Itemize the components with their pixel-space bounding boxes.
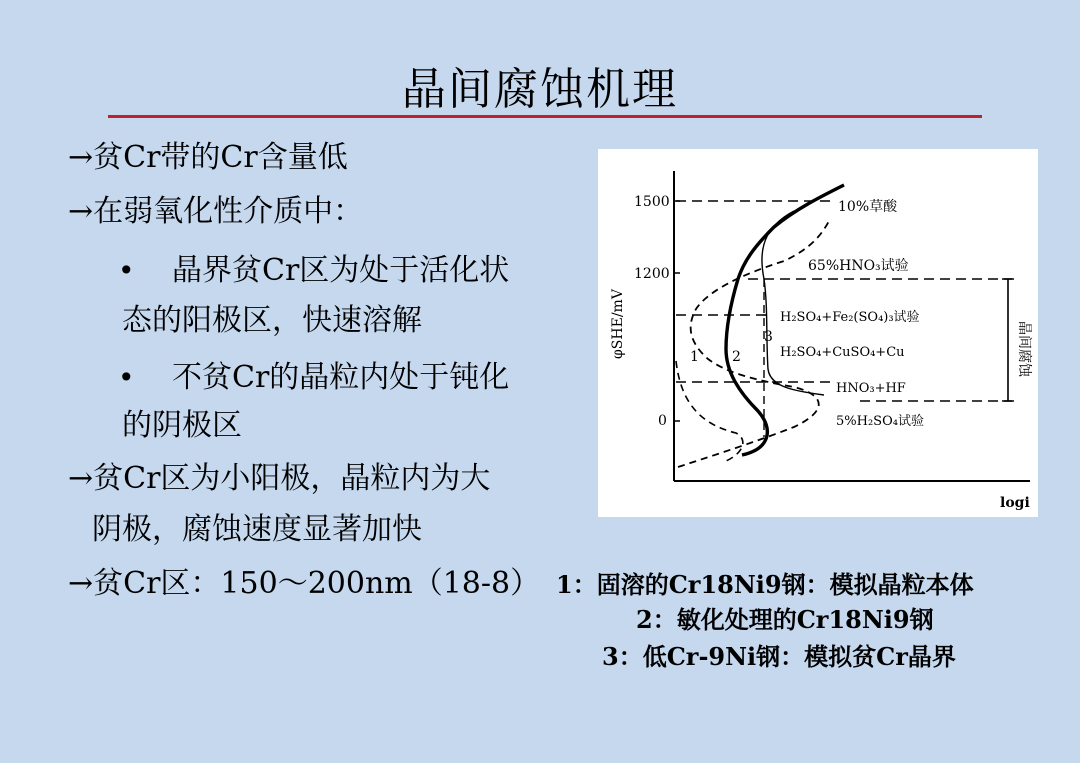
curve-3 (762, 211, 824, 395)
annotation-hno3: 65%HNO₃试验 (808, 258, 909, 274)
point-3-line-1: →贫Cr区为小阳极，晶粒内为大 (68, 461, 491, 496)
annotation-h2so4: 5%H₂SO₄试验 (836, 414, 924, 429)
annotation-h2so4-fe: H₂SO₄+Fe₂(SO₄)₃试验 (780, 310, 920, 325)
bullet-dot-1: • (118, 254, 135, 287)
polarization-diagram (598, 149, 1038, 517)
legend-item-2: 2：敏化处理的Cr18Ni9钢 (636, 605, 934, 634)
y-tick-label-1500: 1500 (634, 194, 670, 210)
curve-label-3: 3 (764, 329, 773, 345)
annotation-hno3-hf: HNO₃+HF (836, 381, 906, 396)
sub-point-1-line-2: 态的阳极区，快速溶解 (122, 303, 422, 338)
slide-title: 晶间腐蚀机理 (402, 64, 678, 115)
sub-point-2-line-2: 的阴极区 (122, 408, 242, 443)
sub-point-2-line-1: 不贫Cr的晶粒内处于钝化 (172, 360, 510, 395)
bracket-label: 晶间腐蚀 (1016, 321, 1032, 377)
bracket (1002, 279, 1014, 401)
annotation-oxalic: 10%草酸 (838, 199, 898, 215)
legend-item-3: 3：低Cr-9Ni钢：模拟贫Cr晶界 (602, 642, 956, 671)
point-2: →在弱氧化性介质中： (68, 194, 364, 229)
curve-1 (678, 219, 830, 467)
curve-label-2: 2 (732, 349, 741, 365)
y-tick-label-1200: 1200 (634, 266, 670, 282)
point-4: →贫Cr区：150～200nm（18-8） (68, 566, 541, 601)
legend-item-1: 1：固溶的Cr18Ni9钢：模拟晶粒本体 (556, 570, 974, 599)
annotation-h2so4-cu: H₂SO₄+CuSO₄+Cu (780, 345, 905, 360)
y-tick-label-0: 0 (658, 413, 667, 429)
point-3-line-2: 阴极，腐蚀速度显著加快 (92, 512, 422, 547)
bullet-dot-2: • (118, 361, 135, 394)
y-axis-label: φSHE/mV (610, 289, 626, 359)
title-underline (108, 115, 982, 118)
x-axis-label: logi (1000, 495, 1030, 511)
curve-label-1: 1 (690, 349, 699, 365)
sub-point-1-line-1: 晶界贫Cr区为处于活化状 (172, 253, 510, 288)
point-1: →贫Cr带的Cr含量低 (68, 140, 348, 175)
